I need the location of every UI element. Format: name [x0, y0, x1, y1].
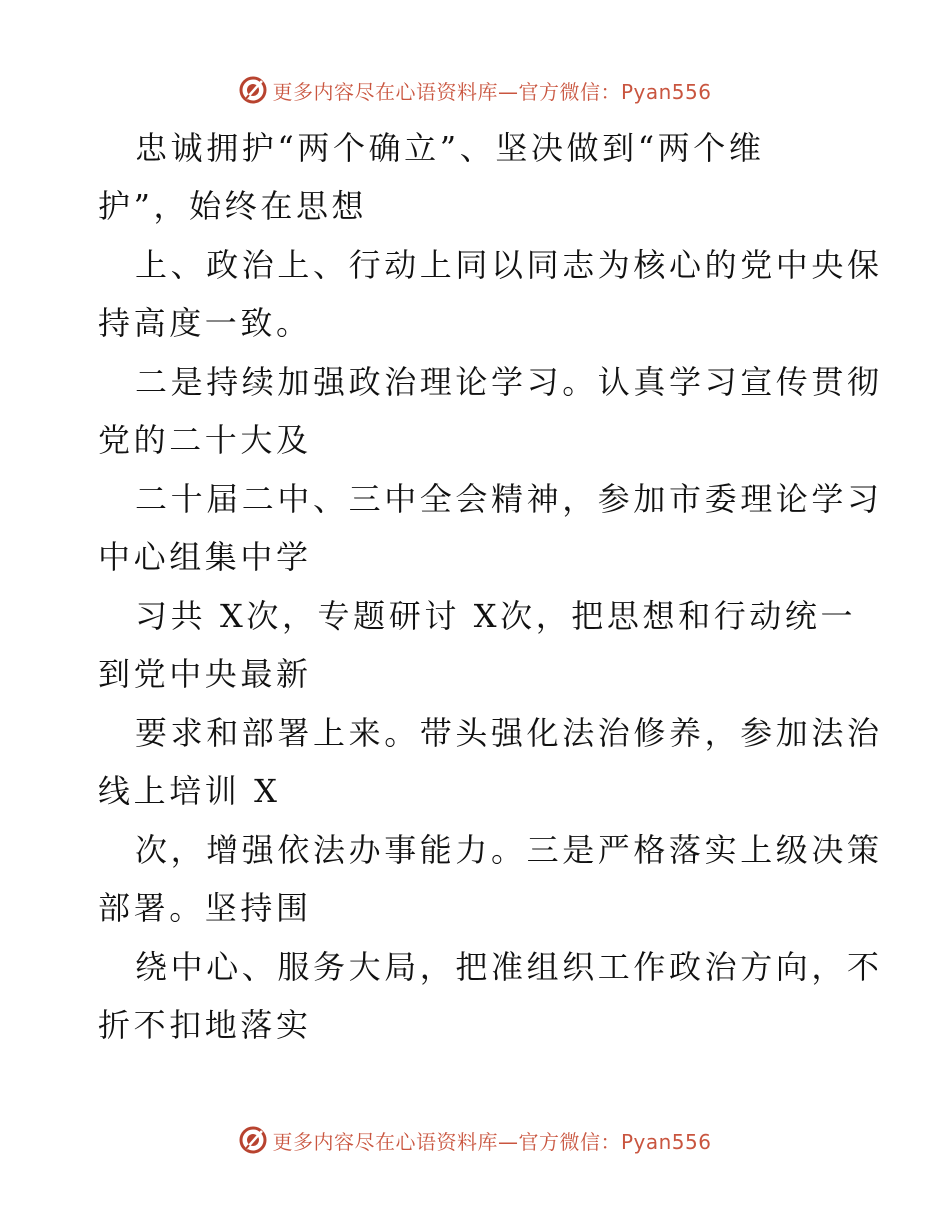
text-line: 忠诚拥护“两个确立”、坚决做到“两个维 — [135, 129, 765, 167]
text-line: 到党中央最新 — [98, 655, 312, 693]
text-line: 线上培训 X — [98, 772, 281, 810]
footer-watermark — [0, 1120, 950, 1160]
text-line: 要求和部署上来。带头强化法治修养，参加法治 — [135, 714, 883, 752]
text-line: 中心组集中学 — [98, 538, 312, 576]
text-line: 上、政治上、行动上同以同志为核心的党中央保 — [135, 246, 883, 284]
watermark-text: 更多内容尽在心语资料库—官方微信：Pyan556 — [272, 1129, 712, 1154]
header-watermark — [0, 70, 950, 110]
text-line: 绕中心、服务大局，把准组织工作政治方向，不 — [135, 948, 883, 986]
text-line: 护”，始终在思想 — [98, 187, 368, 225]
text-line: 部署。坚持围 — [98, 889, 312, 927]
text-line: 二是持续加强政治理论学习。认真学习宣传贯彻 — [135, 363, 883, 401]
text-line: 次，增强依法办事能力。三是严格落实上级决策 — [135, 831, 883, 869]
text-line: 党的二十大及 — [98, 421, 312, 459]
quill-logo-icon — [238, 75, 268, 105]
quill-logo-icon — [238, 1125, 268, 1155]
text-line: 二十届二中、三中全会精神，参加市委理论学习 — [135, 480, 883, 518]
text-line: 折不扣地落实 — [98, 1006, 312, 1044]
watermark-text: 更多内容尽在心语资料库—官方微信：Pyan556 — [272, 79, 712, 104]
text-line: 习共 X次，专题研讨 X次，把思想和行动统一 — [135, 597, 857, 635]
text-line: 持高度一致。 — [98, 304, 312, 342]
